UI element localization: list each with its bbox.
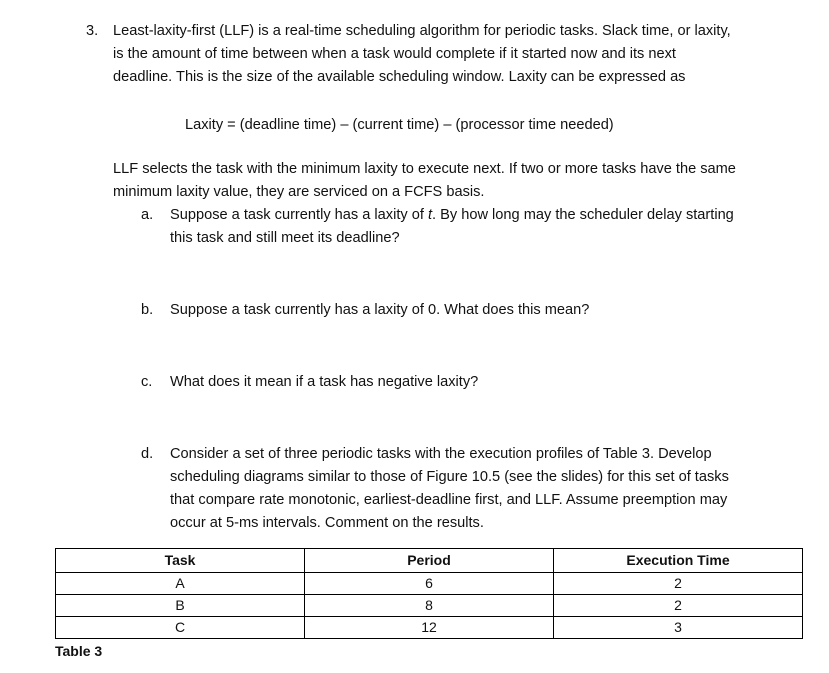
cell-period: 12: [305, 617, 554, 639]
cell-execution-time: 3: [554, 617, 803, 639]
selection-line: LLF selects the task with the minimum laxity to execute next. If two or more tasks have the same: [113, 161, 736, 177]
part-a-line1: [170, 204, 734, 227]
laxity-variable: t: [427, 207, 433, 223]
part-a-text: [170, 204, 734, 250]
header-execution-time: Execution Time: [554, 549, 803, 573]
table-header-row: [56, 549, 803, 573]
part-d-line: scheduling diagrams similar to those of Figure 10.5 (see the slides) for this set of tasks: [170, 469, 729, 485]
cell-task: B: [56, 595, 305, 617]
selection-rule: [113, 158, 813, 204]
part-a-line1-before: Suppose a task currently has a laxity of: [170, 207, 428, 223]
header-period: Period: [305, 549, 554, 573]
cell-period: 6: [305, 573, 554, 595]
part-d-line: that compare rate monotonic, earliest-deadline first, and LLF. Assume preemption may: [170, 492, 728, 508]
laxity-formula: Laxity = (deadline time) – (current time) – (processor time needed): [185, 117, 614, 133]
cell-period: 8: [305, 595, 554, 617]
table-row: [56, 573, 803, 595]
part-c-letter: c.: [141, 374, 153, 390]
question-intro: [113, 20, 813, 89]
table-row: [56, 595, 803, 617]
part-d-line: occur at 5-ms intervals. Comment on the results.: [170, 515, 484, 531]
part-d-letter: d.: [141, 446, 154, 462]
part-d-text: [170, 443, 729, 535]
cell-task: A: [56, 573, 305, 595]
intro-line: deadline. This is the size of the available scheduling window. Laxity can be expressed as: [113, 69, 686, 85]
part-b-letter: b.: [141, 302, 154, 318]
part-b-text: Suppose a task currently has a laxity of 0. What does this mean?: [170, 302, 590, 318]
task-profile-table: [55, 548, 803, 639]
part-c-text: What does it mean if a task has negative laxity?: [170, 374, 479, 390]
cell-task: C: [56, 617, 305, 639]
part-a-line1-after: . By how long may the scheduler delay starting: [432, 207, 734, 223]
intro-line: is the amount of time between when a task would complete if it started now and its next: [113, 46, 676, 62]
header-task: Task: [56, 549, 305, 573]
selection-line: minimum laxity value, they are serviced on a FCFS basis.: [113, 184, 485, 200]
part-a-letter: a.: [141, 207, 154, 223]
intro-line: Least-laxity-first (LLF) is a real-time scheduling algorithm for periodic tasks. Slack time, or laxity,: [113, 23, 731, 39]
table-row: [56, 617, 803, 639]
part-d-line: Consider a set of three periodic tasks with the execution profiles of Table 3. Develop: [170, 446, 712, 462]
part-a-line2: this task and still meet its deadline?: [170, 230, 400, 246]
cell-execution-time: 2: [554, 573, 803, 595]
table-caption: Table 3: [55, 643, 103, 659]
question-number: 3.: [86, 23, 99, 39]
cell-execution-time: 2: [554, 595, 803, 617]
